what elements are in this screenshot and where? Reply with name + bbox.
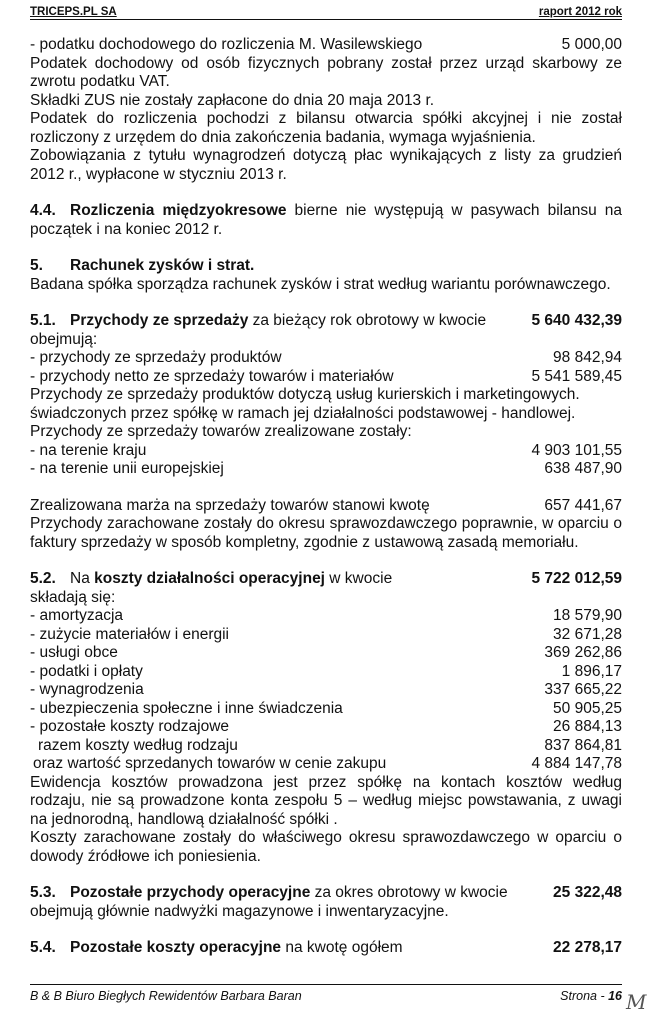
section-5-2-intro: składają się:	[30, 588, 116, 606]
section-5-2-paragraph-1: Ewidencja kosztów prowadzona jest przez spółkę na kontach kosztów według rodzaju, nie są prowadzone konta zespołu 5 – według miejsc powstawania, z uwagi na jednorodną, handlową działalność spółki .	[30, 773, 622, 828]
section-5-title: Rachunek zysków i strat.	[70, 257, 255, 274]
section-5-1-num: 5.1.	[30, 312, 56, 329]
list-item: - przychody netto ze sprzedaży towarów i materiałów 5 541 589,45	[30, 367, 622, 385]
section-5-3-text: za okres obrotowy w kwocie	[310, 884, 508, 901]
list-item: - przychody ze sprzedaży produktów 98 842,94	[30, 349, 622, 366]
section-5-text: Badana spółka sporządza rachunek zysków i strat według wariantu porównawczego.	[30, 275, 611, 293]
section-5-1-paragraph-1: Przychody ze sprzedaży produktów dotyczą usług kurierskich i marketingowych. świadczonych przez spółkę w ramach jej działalności podstawowej - handlowej.	[30, 386, 580, 422]
section-5-3-num: 5.3.	[30, 884, 56, 901]
report-title: raport 2012 rok	[538, 6, 622, 18]
section-5-1-intro: obejmują:	[30, 330, 98, 348]
section-5-4-num: 5.4.	[30, 939, 56, 956]
list-item: - wynagrodzenia 337 665,22	[30, 681, 622, 698]
list-item: - usługi obce 369 262,86	[30, 644, 622, 661]
section-4-4-text: bierne nie występują w pasywach bilansu na początek i na koniec 2012 r.	[30, 202, 622, 238]
section-5-1-title: Przychody ze sprzedaży	[70, 312, 249, 329]
section-5-1-total: 5 640 432,39	[531, 312, 622, 329]
list-item: - na terenie kraju 4 903 101,55	[30, 441, 622, 459]
tax-paragraph-1: Podatek dochodowy od osób fizycznych pobrany został przez urząd skarbowy ze zwrotu podatku VAT.	[30, 54, 622, 90]
section-5-4-title: Pozostałe koszty operacyjne	[70, 939, 282, 956]
company-name: TRICEPS.PL SA	[30, 6, 117, 18]
footer-firm: B & B Biuro Biegłych Rewidentów Barbara Baran	[30, 989, 302, 1003]
page-number: Strona - 16	[560, 989, 622, 1003]
tax-row-value: 5 000,00	[561, 36, 622, 53]
section-5-3-paragraph: obejmują głównie nadwyżki magazynowe i inwentaryzacyjne.	[30, 902, 449, 920]
section-4-4-title: Rozliczenia międzyokresowe	[70, 202, 287, 219]
section-5-4-text: na kwotę ogółem	[281, 939, 403, 956]
section-5-1-paragraph-3: Przychody zarachowane zostały do okresu sprawozdawczego poprawnie, w oparciu o faktury sprzedaży w sposób kompletny, zgodnie z ustawową zasadą memoriału.	[30, 515, 622, 551]
list-item: razem koszty według rodzaju 837 864,81	[38, 736, 622, 754]
margin-value: 657 441,67	[544, 496, 622, 514]
section-5-num: 5.	[30, 257, 43, 274]
tax-paragraph-3: Podatek do rozliczenia pochodzi z bilansu otwarcia spółki akcyjnej i nie został rozliczony z urzędem do dnia zakończenia badania, wymaga wyjaśnienia.	[30, 110, 622, 146]
list-item: - pozostałe koszty rodzajowe 26 884,13	[30, 718, 622, 735]
section-5-2-num: 5.2.	[30, 570, 56, 587]
tax-row	[30, 36, 622, 55]
section-5-2-title: koszty działalności operacyjnej	[94, 570, 325, 587]
list-item: - zużycie materiałów i energii 32 671,28	[30, 625, 622, 643]
list-item: - podatki i opłaty 1 896,17	[30, 662, 622, 680]
section-5-2-total: 5 722 012,59	[531, 570, 622, 587]
section-4-4	[30, 202, 622, 239]
document-page	[30, 6, 622, 958]
section-5-2-paragraph-2: Koszty zarachowane zostały do właściwego okresu sprawozdawczego w oparciu o dowody źródłowe ich poniesienia.	[30, 829, 622, 865]
region-list	[30, 442, 622, 479]
list-item: - amortyzacja 18 579,90	[30, 607, 622, 624]
section-5-1-heading	[30, 312, 622, 331]
section-4-4-num: 4.4.	[30, 202, 56, 219]
cost-list	[30, 607, 622, 774]
page-header	[30, 6, 622, 20]
list-item: oraz wartość sprzedanych towarów w cenie zakupu 4 884 147,78	[33, 755, 622, 772]
tax-paragraph-2: Składki ZUS nie zostały zapłacone do dnia 20 maja 2013 r.	[30, 91, 435, 109]
section-5-2-heading: 5.2. Na koszty działalności operacyjnej w kwocie 5 722 012,59	[30, 570, 622, 587]
section-5-3-total: 25 322,48	[553, 884, 622, 901]
section-5-1-text: za bieżący rok obrotowy w kwocie	[248, 312, 487, 329]
page-footer	[30, 984, 622, 1003]
section-5-2-text: w kwocie	[325, 570, 393, 587]
section-5-4-total: 22 278,17	[553, 939, 622, 956]
initials-signature: M	[626, 990, 647, 1014]
section-5-1-paragraph-2: Przychody ze sprzedaży towarów zrealizowane zostały:	[30, 423, 412, 440]
tax-row-label: - podatku dochodowego do rozliczenia M. Wasilewskiego	[30, 36, 423, 53]
section-5-3-heading	[30, 884, 622, 903]
margin-label: Zrealizowana marża na sprzedaży towarów stanowi kwotę	[30, 496, 430, 514]
list-item: - ubezpieczenia społeczne i inne świadczenia 50 905,25	[30, 699, 622, 717]
section-5-3-title: Pozostałe przychody operacyjne	[70, 884, 311, 901]
section-5-heading	[30, 257, 622, 276]
list-item: - na terenie unii europejskiej 638 487,90	[30, 460, 622, 477]
section-5-4-heading	[30, 939, 622, 958]
revenue-list	[30, 349, 622, 386]
tax-paragraph-4: Zobowiązania z tytułu wynagrodzeń dotyczą płac wynikających z listy za grudzień 2012 r., wypłacone w styczniu 2013 r.	[30, 147, 622, 183]
margin-row	[30, 497, 622, 516]
